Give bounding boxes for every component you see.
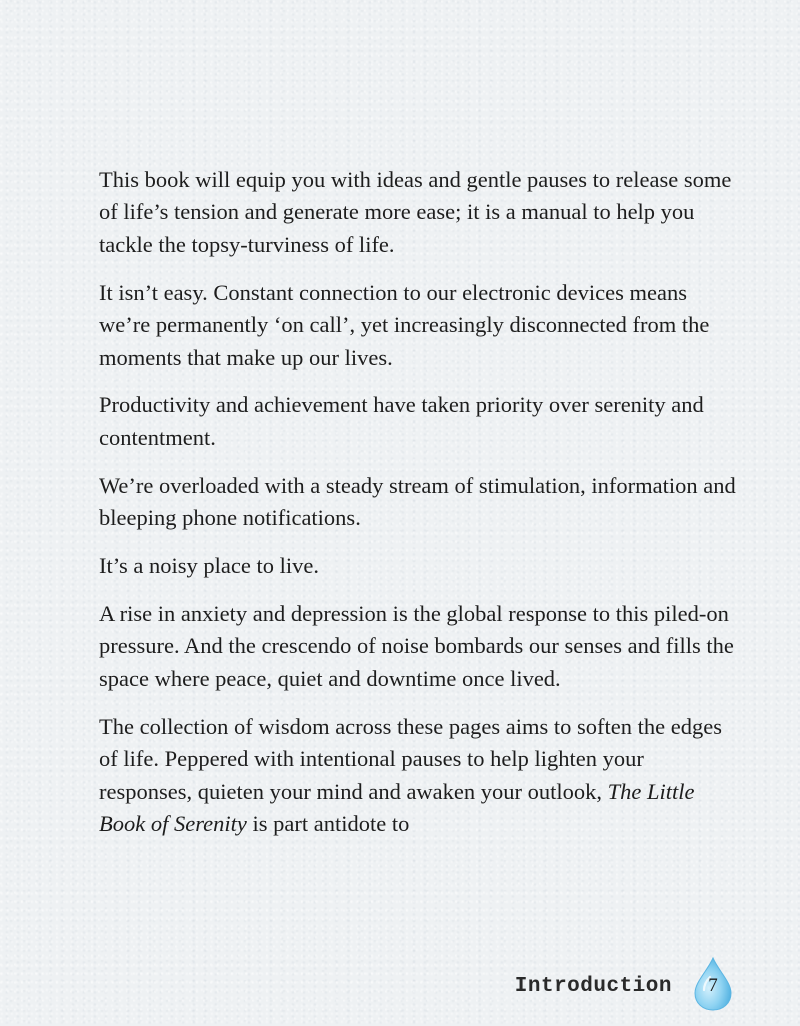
body-text xyxy=(99,164,739,856)
paragraph-7 xyxy=(99,711,739,841)
paragraph-1: This book will equip you with ideas and gentle pauses to release some of life’s tension and generate more ease; it is a manual to help you tackle the topsy-turviness of life. xyxy=(99,167,732,257)
page-number-badge xyxy=(692,956,734,1012)
paragraph-5: It’s a noisy place to live. xyxy=(99,553,319,579)
paragraph-3: Productivity and achievement have taken priority over serenity and contentment. xyxy=(99,392,704,450)
page-number: 7 xyxy=(708,975,718,996)
book-title: The Little Book of Serenity xyxy=(99,778,695,836)
section-label: Introduction xyxy=(514,974,672,998)
paragraph-7-text-start: The collection of wisdom across these pages aims to soften the edges of life. Peppered with intentional pauses to help lighten your responses, quieten your mind and awaken your outlook, xyxy=(99,713,722,804)
paragraph-7-text-end: is part antidote to xyxy=(246,810,410,836)
page-footer xyxy=(515,956,734,1012)
paragraph-2: It isn’t easy. Constant connection to our electronic devices means we’re permanently ‘on call’, yet increasingly disconnected from the moments that make up our lives. xyxy=(99,279,710,370)
paragraph-4: We’re overloaded with a steady stream of stimulation, information and bleeping phone notifications. xyxy=(99,472,736,531)
paragraph-6: A rise in anxiety and depression is the global response to this piled-on pressure. And the crescendo of noise bombards our senses and fills the space where peace, quiet and downtime once lived. xyxy=(99,600,734,691)
